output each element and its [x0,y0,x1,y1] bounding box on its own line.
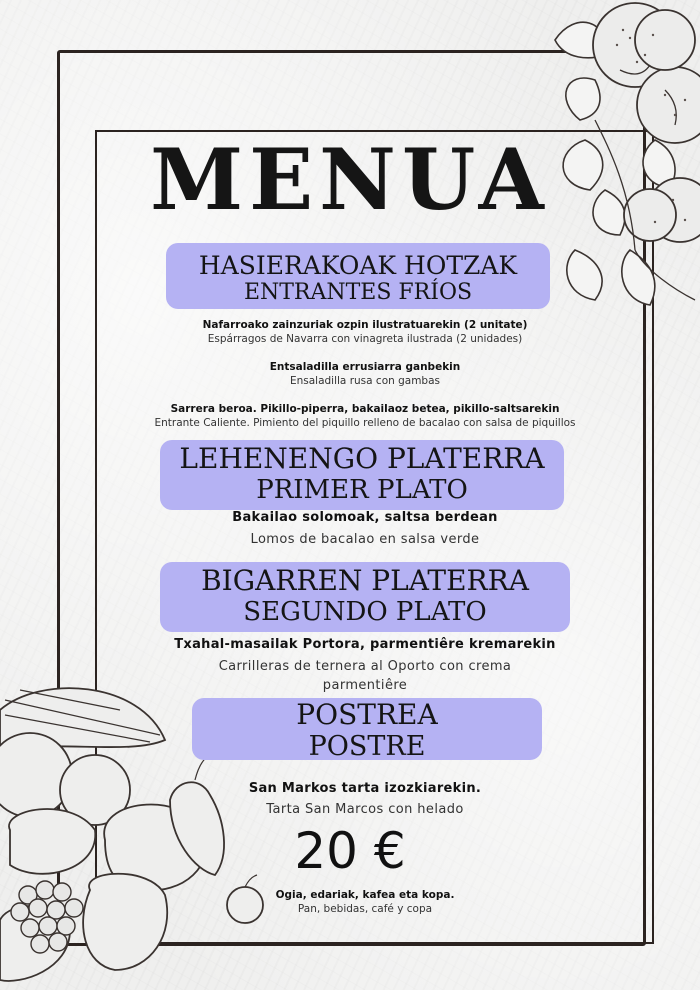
dish-name-basque: Sarrera beroa. Pikillo-piperra, bakailaoz betea, pikillo-saltsarekin [170,403,560,415]
section-title-spanish: POSTRE [308,731,426,762]
menu-title: MENUA [150,130,550,229]
menu-item [95,636,635,695]
menu-item [95,360,635,388]
section-header-dessert [192,698,542,760]
section-header-cold-starters [166,243,550,309]
menu-item [95,318,635,346]
section-header-second-course [160,562,570,632]
section-title-basque: BIGARREN PLATERRA [201,564,529,597]
section-title-basque: LEHENENGO PLATERRA [179,442,545,475]
dish-name-spanish: Entrante Caliente. Pimiento del piquillo relleno de bacalao con salsa de piquillos [154,417,576,429]
dish-name-spanish: Tarta San Marcos con helado [266,802,464,817]
section-title-spanish: ENTRANTES FRÍOS [243,280,473,305]
dish-name-basque: Entsaladilla errusiarra ganbekin [269,361,461,373]
menu-price: 20 € [294,822,406,880]
section-title-spanish: PRIMER PLATO [256,475,468,505]
includes-note [95,888,635,916]
dish-name-basque: Bakailao solomoak, saltsa berdean [232,510,498,525]
dish-name-spanish-cont: parmentiêre [322,678,408,693]
dish-name-basque: San Markos tarta izozkiarekin. [248,781,482,796]
menu-item [95,509,635,549]
section-title-basque: HASIERAKOAK HOTZAK [198,251,518,280]
dish-name-spanish: Espárragos de Navarra con vinagreta ilustrada (2 unidades) [207,333,523,345]
section-title-spanish: SEGUNDO PLATO [243,597,487,627]
section-title-basque: POSTREA [296,698,438,731]
includes-spanish: Pan, bebidas, café y copa [297,903,433,915]
includes-basque: Ogia, edariak, kafea eta kopa. [275,889,455,901]
menu-item [95,780,635,819]
dish-name-basque: Nafarroako zainzuriak ozpin ilustratuarekin (2 unitate) [202,319,528,331]
menu-item [95,402,635,430]
dish-name-spanish: Ensaladilla rusa con gambas [289,375,441,387]
section-header-first-course [160,440,564,510]
dish-name-spanish: Carrilleras de ternera al Oporto con crema [218,659,512,674]
dish-name-basque: Txahal-masailak Portora, parmentiêre kremarekin [174,637,556,652]
dish-name-spanish: Lomos de bacalao en salsa verde [250,532,480,547]
